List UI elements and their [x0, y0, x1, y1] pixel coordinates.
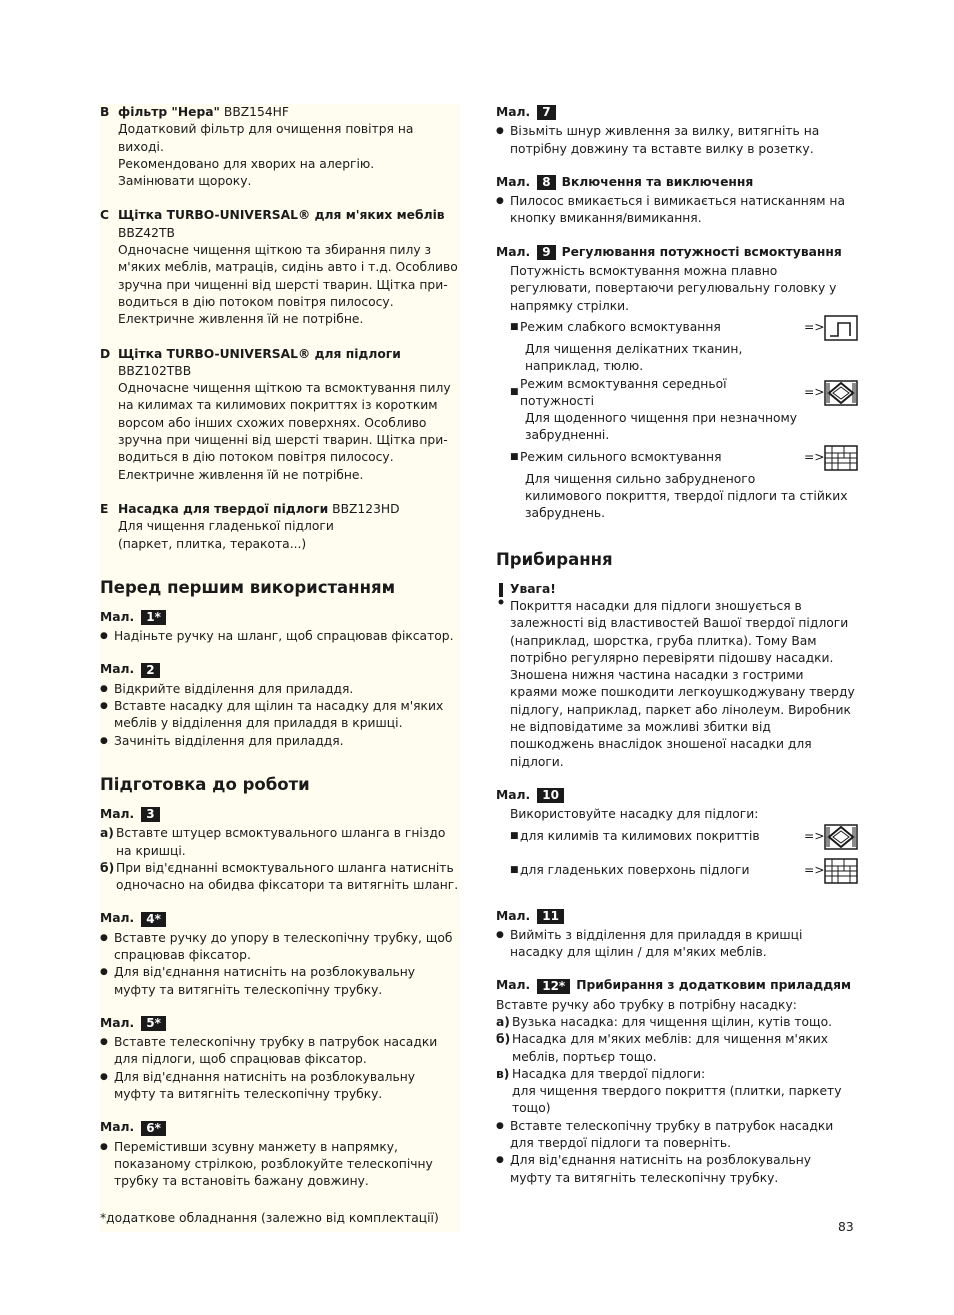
- list-item-text: Відкрийте відділення для приладдя.: [114, 681, 354, 696]
- figure-12-heading: [496, 977, 858, 994]
- high-suction-icon: [824, 445, 858, 471]
- accessory-item: [100, 104, 460, 190]
- figure-number: 9: [537, 245, 555, 260]
- list-item: [496, 1118, 858, 1153]
- accessory-line: на килимах та килимових покриттях із коротким: [118, 398, 438, 413]
- list-item: [496, 1152, 858, 1187]
- accessory-title: [118, 104, 289, 121]
- item-text: При від'єднанні всмоктувального шланга натисніть одночасно на обидва фіксатори та витягніть шланг.: [116, 860, 459, 893]
- list-item: [100, 733, 460, 750]
- list-item-text: Вставте ручку до упору в телескопічну трубку, щоб спрацював фіксатор.: [114, 930, 453, 962]
- list-item: [100, 681, 460, 698]
- figure-number: 8: [537, 175, 555, 190]
- suction-mode-row: [496, 376, 858, 411]
- list-item-text: Вставте телескопічну трубку в патрубок насадки для твердої підлоги та поверніть.: [510, 1118, 834, 1151]
- accessory-letter: C: [100, 208, 110, 223]
- mode-label: Режим всмоктування середньої потужності: [520, 376, 727, 408]
- spacer: [496, 850, 858, 858]
- list-item: [496, 927, 858, 962]
- accessory-line: (паркет, плитка, теракота...): [118, 536, 307, 551]
- arrow-text: =>: [804, 320, 825, 335]
- bullet-icon: ●: [496, 929, 504, 940]
- mode-label: для гладеньких поверхонь підлоги: [520, 862, 750, 877]
- list-item-text: Перемістивши зсувну манжету в напрямку, показаному стрілкою, розблокуйте телескопічну трубку та встановіть бажану довжину.: [114, 1139, 433, 1189]
- list-item-text: Для від'єднання натисніть на розблокувальну муфту та витягніть телескопічну трубку.: [510, 1153, 812, 1185]
- figure-number: 2: [141, 663, 159, 678]
- arrow-text: =>: [804, 450, 825, 465]
- list-item: [100, 1139, 460, 1191]
- accessory-line: Одночасне чищення щіткою та збирання пилу з: [118, 243, 432, 258]
- figure-number: 4*: [141, 912, 166, 927]
- figure-number: 6*: [141, 1121, 166, 1136]
- accessory-line: водиться в дію потоком повітря пилососу.: [118, 450, 394, 465]
- bullet-icon: ●: [496, 1155, 504, 1166]
- low-suction-icon: [824, 315, 858, 341]
- lettered-item: [100, 860, 460, 895]
- figure-number: 11: [537, 909, 564, 924]
- accessory-line: Рекомендовано для хворих на алергію.: [118, 156, 375, 171]
- accessory-line: BBZ42TB: [118, 225, 175, 240]
- medium-suction-icon: [824, 380, 858, 406]
- arrow-text: =>: [804, 862, 825, 877]
- figure-title: Прибирання з додатковим приладдям: [576, 978, 852, 993]
- list-item: [100, 930, 460, 965]
- figure-7-heading: [496, 104, 858, 121]
- warning-icon: [496, 581, 510, 771]
- figure-label: Мал.: [100, 806, 135, 821]
- square-bullet-icon: ■: [510, 864, 519, 875]
- figure-number: 7: [537, 105, 555, 120]
- figure-number: 12*: [537, 979, 570, 994]
- figure-11-section: [496, 908, 858, 962]
- mode-label: Режим слабкого всмоктування: [520, 320, 721, 335]
- accessory-heading: [100, 207, 460, 224]
- accessory-line: Додатковий фільтр для очищення повітря на виході.: [118, 122, 414, 154]
- accessory-item: [100, 501, 460, 553]
- figure-label: Мал.: [100, 911, 135, 926]
- suction-mode-row: [496, 824, 858, 850]
- accessory-line: Електричне живлення їй не потрібне.: [118, 467, 364, 482]
- section-title-cleaning: Прибирання: [496, 549, 613, 569]
- figure-5-heading: [100, 1015, 460, 1032]
- item-text: Вставте штуцер всмоктувального шланга в гніздо на кришці.: [116, 826, 446, 858]
- footnote: *додаткове обладнання (залежно від комплектації): [100, 1211, 439, 1225]
- suction-mode-row: [496, 858, 858, 884]
- figure-label: Мал.: [496, 105, 531, 119]
- suction-mode-row: [496, 315, 858, 341]
- mode-description: Для чищення делікатних тканин, наприклад, тюлю.: [525, 341, 743, 374]
- figure-label: Мал.: [100, 609, 135, 624]
- accessory-name: фільтр "Hepa": [118, 105, 220, 119]
- figure-8-heading: [496, 174, 858, 191]
- figure-10-section: [496, 787, 858, 892]
- figure-11-heading: [496, 908, 858, 925]
- square-bullet-icon: ■: [510, 387, 519, 398]
- figure-1-heading: [100, 609, 460, 626]
- item-text: Насадка для м'яких меблів: для чищення м'яких меблів, портьєр тощо.: [512, 1032, 828, 1064]
- lettered-item: [496, 1031, 858, 1066]
- accessory-line: Замінювати щороку.: [118, 174, 252, 189]
- bullet-icon: ●: [496, 196, 504, 207]
- figure-4-heading: [100, 910, 460, 927]
- suction-mode-row: [496, 445, 858, 471]
- figure-6-section: [100, 1119, 460, 1190]
- figure-5-section: [100, 1015, 460, 1103]
- accessory-line: зручна при чищенні від шерсті тварин. Щітка при-: [118, 277, 448, 292]
- left-column: [100, 104, 460, 1232]
- mode-label: для килимів та килимових покриттів: [520, 828, 760, 843]
- list-item: [100, 628, 460, 645]
- figure-4-section: [100, 910, 460, 998]
- accessory-code: BBZ154HF: [219, 105, 289, 119]
- accessory-line: Одночасне чищення щіткою та всмоктування пилу: [118, 381, 451, 396]
- accessory-line: Електричне живлення їй не потрібне.: [118, 312, 364, 327]
- figure-label: Мал.: [100, 1015, 135, 1030]
- figure-label: Мал.: [100, 662, 135, 677]
- figure-number: 1*: [141, 610, 166, 625]
- mode-description: Для щоденного чищення при незначному забрудненні.: [525, 411, 798, 443]
- figure-label: Мал.: [496, 978, 531, 993]
- figure-9-heading: [496, 244, 858, 261]
- item-letter: а): [496, 1014, 510, 1029]
- item-text: Насадка для твердої підлоги: для чищення твердого покриття (плитки, паркету тощо): [512, 1066, 842, 1116]
- warning-block: [496, 581, 858, 771]
- accessory-title: [118, 501, 400, 518]
- list-item-text: Надіньте ручку на шланг, щоб спрацював фіксатор.: [114, 629, 454, 644]
- arrow-text: =>: [804, 385, 825, 400]
- figure-number: 3: [141, 807, 159, 822]
- figure-8-section: [496, 174, 858, 228]
- list-item-text: Для від'єднання натисніть на розблокувальну муфту та витягніть телескопічну трубку.: [114, 965, 416, 997]
- accessory-line: ворсом або інших схожих поверхнях. Особливо: [118, 415, 427, 430]
- square-bullet-icon: ■: [510, 830, 519, 841]
- figure-label: Мал.: [496, 787, 531, 802]
- bullet-icon: ●: [100, 631, 108, 642]
- list-item-text: Пилосос вмикається і вимикається натисканням на кнопку вмикання/вимикання.: [510, 194, 845, 226]
- square-bullet-icon: ■: [510, 452, 519, 463]
- bullet-icon: ●: [100, 683, 108, 694]
- figure-9-section: [496, 244, 858, 523]
- figure-2-heading: [100, 661, 460, 678]
- spacer: [496, 884, 858, 892]
- accessory-name: Насадка для твердої підлоги: [118, 501, 329, 516]
- item-letter: в): [496, 1066, 510, 1081]
- list-item: [496, 123, 858, 158]
- list-item-text: Вставте насадку для щілин та насадку для м'яких меблів у відділення для приладдя в кришці.: [114, 699, 444, 731]
- accessory-letter: D: [100, 346, 111, 361]
- list-item-text: Вийміть з відділення для приладдя в кришці насадку для щілин / для м'яких меблів.: [510, 927, 803, 960]
- bullet-icon: ●: [100, 932, 108, 943]
- mode-label: Режим сильного всмоктування: [520, 450, 722, 465]
- item-letter: б): [100, 860, 115, 875]
- accessory-heading: [100, 501, 460, 518]
- accessory-line: м'яких меблів, матраців, сидінь авто і т.д. Особливо: [118, 260, 458, 275]
- item-letter: a): [100, 826, 114, 841]
- lettered-item: [496, 1014, 858, 1031]
- item-text: Вузька насадка: для чищення щілин, кутів тощо.: [512, 1014, 833, 1029]
- bullet-icon: ●: [100, 701, 108, 712]
- figure-number: 5*: [141, 1016, 166, 1031]
- list-item: [100, 698, 460, 733]
- accessory-code: BBZ123HD: [328, 501, 400, 516]
- list-item-text: Зачиніть відділення для приладдя.: [114, 733, 344, 748]
- accessory-line: Для чищення гладенької підлоги: [118, 519, 334, 534]
- bullet-icon: ●: [100, 1037, 108, 1048]
- accessory-title: [118, 346, 401, 363]
- figure-2-section: [100, 661, 460, 749]
- bullet-icon: ●: [100, 1141, 108, 1152]
- accessory-line: водиться в дію потоком повітря пилососу.: [118, 294, 394, 309]
- right-column: [496, 104, 858, 1203]
- bullet-icon: ●: [100, 967, 108, 978]
- bullet-icon: ●: [100, 735, 108, 746]
- list-item: [100, 1069, 460, 1104]
- figure-label: Мал.: [496, 908, 531, 923]
- square-bullet-icon: ■: [510, 322, 519, 333]
- list-item-text: Вставте телескопічну трубку в патрубок насадки для підлоги, щоб спрацював фіксатор.: [114, 1035, 438, 1067]
- lettered-item: [496, 1066, 858, 1118]
- accessory-heading: [100, 346, 460, 363]
- figure-6-heading: [100, 1119, 460, 1136]
- figure-label: Мал.: [496, 244, 531, 259]
- figure-intro: Потужність всмоктування можна плавно регулювати, повертаючи регулювальну головку у напрямку стрілки.: [510, 264, 837, 313]
- mode-description: Для чищення сильно забрудненого килимового покриття, твердої підлоги та стійких забруднень.: [525, 471, 848, 521]
- item-letter: б): [496, 1032, 511, 1047]
- figure-7-section: [496, 104, 858, 158]
- accessory-heading: [100, 104, 460, 121]
- figure-10-heading: [496, 787, 858, 804]
- accessory-letter: E: [100, 501, 109, 516]
- figure-3-section: [100, 806, 460, 894]
- hard-floor-icon: [824, 858, 858, 884]
- warning-title: Увага!: [510, 581, 556, 596]
- figure-number: 10: [537, 788, 564, 803]
- accessory-title: [118, 207, 445, 224]
- lettered-item: [100, 825, 460, 860]
- carpet-icon: [824, 824, 858, 850]
- bullet-icon: ●: [496, 126, 504, 137]
- section-title-before-first-use: Перед першим використанням: [100, 577, 396, 597]
- figure-label: Мал.: [496, 174, 531, 189]
- accessory-item: [100, 207, 460, 328]
- bullet-icon: ●: [496, 1120, 504, 1131]
- list-item-text: Візьміть шнур живлення за вилку, витягніть на потрібну довжину та вставте вилку в розетку.: [510, 124, 820, 156]
- figure-intro: Використовуйте насадку для підлоги:: [510, 807, 759, 822]
- accessory-letter: B: [100, 105, 110, 119]
- accessory-name: Щітка TURBO-UNIVERSAL® для підлоги: [118, 346, 401, 361]
- warning-text: Покриття насадки для підлоги зношується в залежності від властивостей Вашої твердої підлоги (наприклад, шорстка, груба плитка). Тому Вам потрібно регулярно перевіряти підошву насадки. Зношена нижня частина насадки з гострими краями може пошкодити легкоушкоджувану тверду підлогу, наприклад, паркет або лінолеум. Виробник не відповідатиме за можливі збитки від пошкоджень внаслідок зношеної насадки для підлоги.: [510, 598, 855, 769]
- figure-title: Включення та виключення: [561, 174, 754, 189]
- figure-label: Мал.: [100, 1120, 135, 1135]
- page-number: 83: [838, 1220, 854, 1234]
- list-item: [100, 1034, 460, 1069]
- bullet-icon: ●: [100, 1071, 108, 1082]
- figure-title: Регулювання потужності всмоктування: [561, 244, 842, 259]
- accessory-name: Щітка TURBO-UNIVERSAL® для м'яких меблів: [118, 208, 445, 223]
- section-title-preparation: Підготовка до роботи: [100, 774, 310, 794]
- accessory-line: BBZ102TBB: [118, 363, 192, 378]
- list-item: [100, 964, 460, 999]
- figure-12-section: [496, 977, 858, 1187]
- accessory-line: зручна при чищенні від шерсті тварин. Щітка при-: [118, 433, 448, 448]
- list-item: [496, 193, 858, 228]
- figure-1-section: [100, 609, 460, 646]
- accessory-item: [100, 346, 460, 484]
- list-item-text: Для від'єднання натисніть на розблокувальну муфту та витягніть телескопічну трубку.: [114, 1069, 416, 1102]
- arrow-text: =>: [804, 828, 825, 843]
- figure-3-heading: [100, 806, 460, 823]
- figure-intro: Вставте ручку або трубку в потрібну насадку:: [496, 997, 797, 1012]
